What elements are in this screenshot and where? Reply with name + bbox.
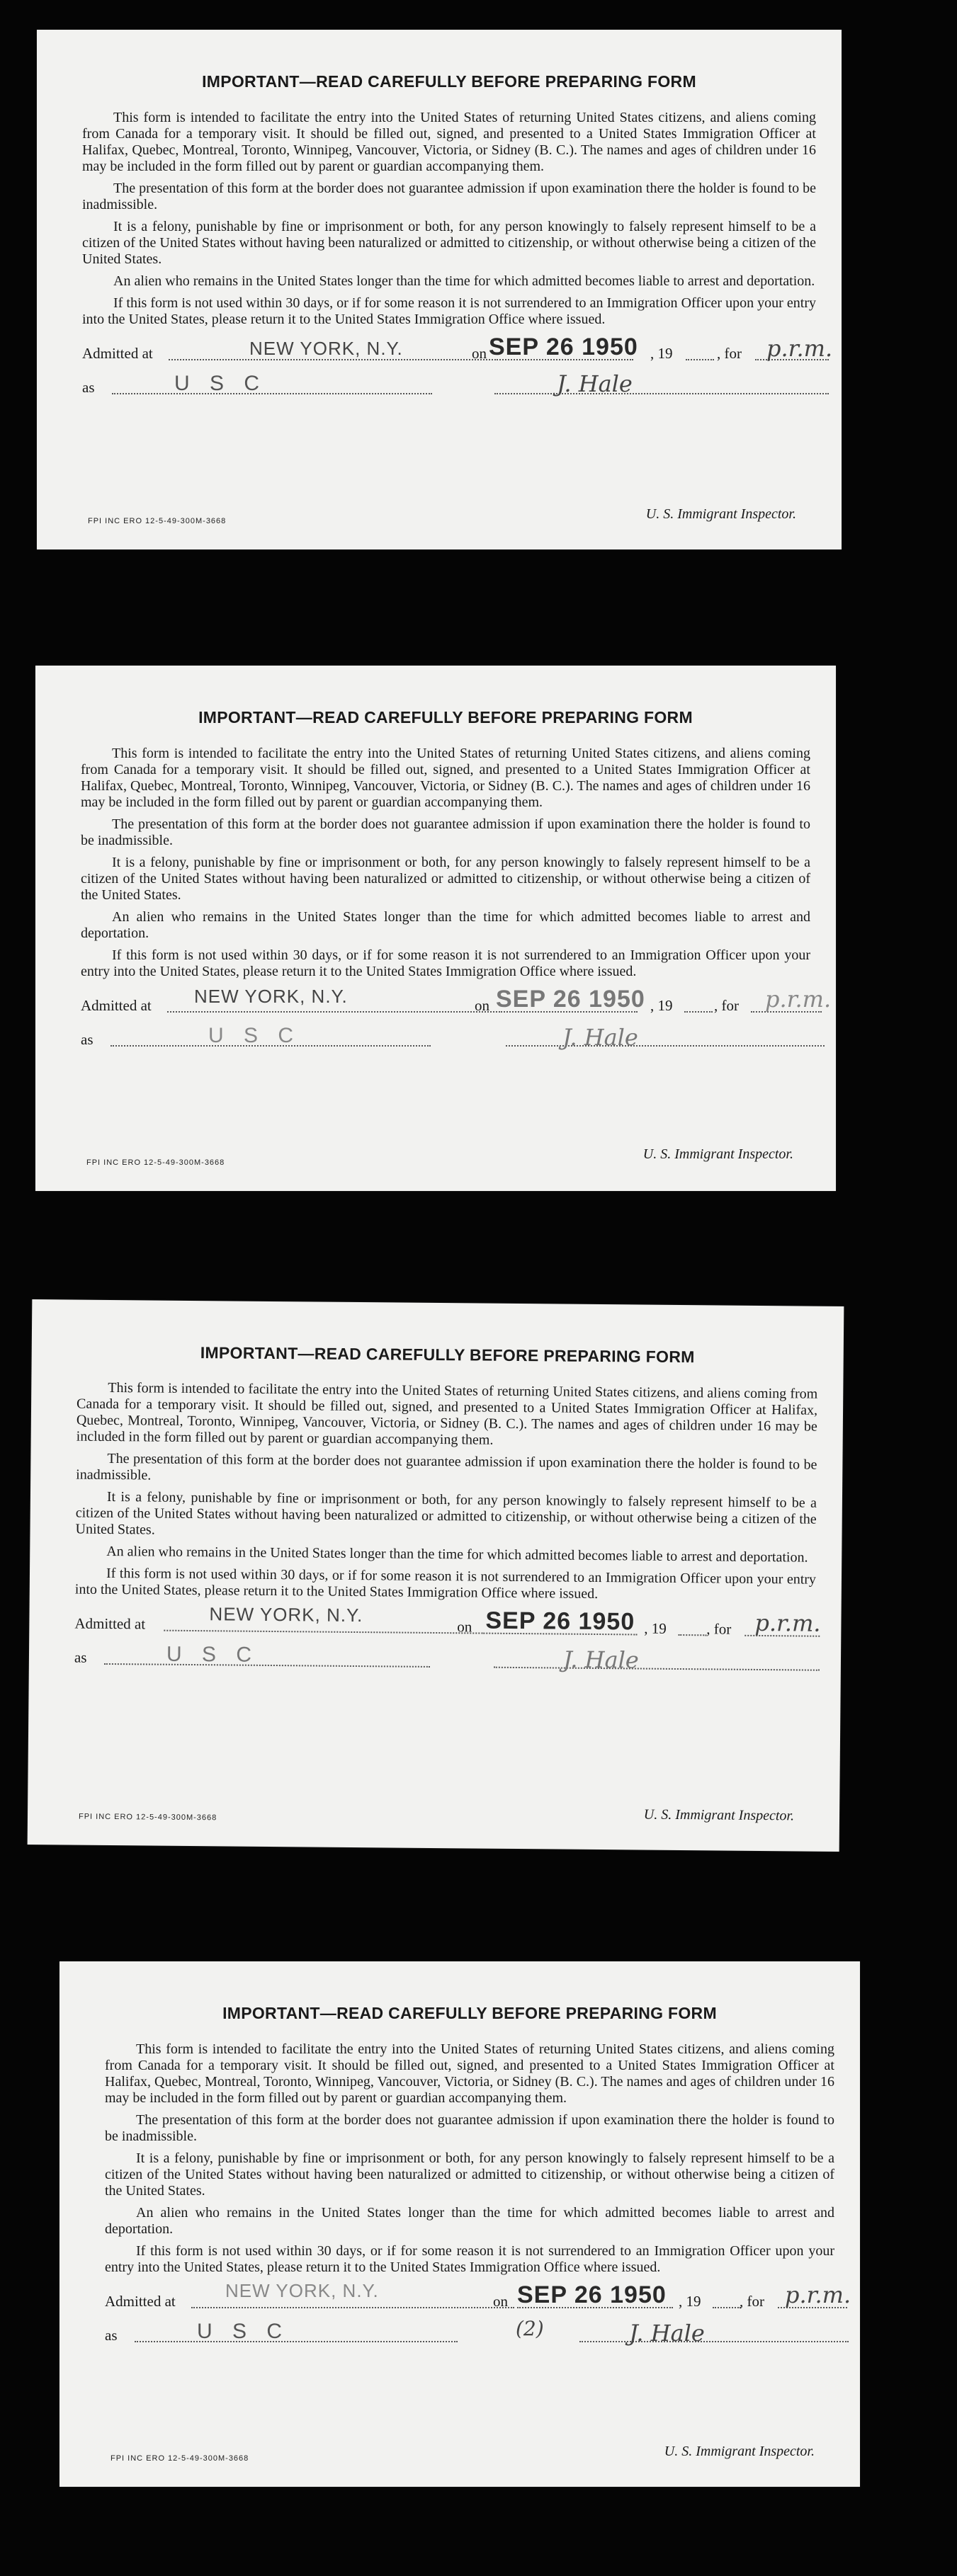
place-stamp: NEW YORK, N.Y.: [225, 2280, 379, 2301]
paragraph-felony: It is a felony, punishable by fine or imprisonment or both, for any person knowingly to falsely represent himself to be a citizen of the United States without having been naturalized or admitted to citizenship, or without otherwise being a citizen of the United States.: [82, 219, 816, 267]
paragraph-deportation: An alien who remains in the United States longer than the time for which admitted becomes liable to arrest and deportation.: [113, 273, 815, 289]
on-label: on: [493, 2293, 508, 2310]
inspector-title: U. S. Immigrant Inspector.: [642, 1146, 793, 1162]
paragraph-felony: It is a felony, punishable by fine or imprisonment or both, for any person knowingly to falsely represent himself to be a citizen of the United States without having been naturalized or admitted to citizenship, or without otherwise being a citizen of the United States.: [81, 855, 810, 903]
admitted-row: [81, 986, 832, 1017]
admitted-label: Admitted at: [105, 2293, 176, 2310]
place-stamp: NEW YORK, N.Y.: [249, 338, 403, 359]
paragraph-deportation: An alien who remains in the United States longer than the time for which admitted becomes liable to arrest and deportation.: [81, 909, 810, 941]
form-title: IMPORTANT—READ CAREFULLY BEFORE PREPARING FORM: [222, 2004, 717, 2022]
for-label: , for: [740, 2293, 764, 2310]
as-label: as: [82, 379, 95, 396]
place-stamp: NEW YORK, N.Y.: [209, 1603, 363, 1626]
on-label: on: [472, 345, 487, 362]
admitted-label: Admitted at: [82, 345, 153, 362]
for-label: , for: [706, 1620, 732, 1638]
form-title: IMPORTANT—READ CAREFULLY BEFORE PREPARING FORM: [200, 1343, 695, 1367]
admitted-label: Admitted at: [74, 1614, 146, 1633]
paragraph-purpose: This form is intended to facilitate the entry into the United States of returning United States citizens, and aliens coming from Canada for a temporary visit. It should be filled out, signed, and presented to a United States Immigration Officer at Halifax, Quebec, Montreal, Toronto, Winnipeg, Vancouver, Victoria, or Sidney (B. C.). The names and ages of children under 16 may be included in the form filled out by parent or guardian accompanying them.: [76, 1379, 818, 1448]
paragraph-purpose: This form is intended to facilitate the entry into the United States of returning United States citizens, and aliens coming from Canada for a temporary visit. It should be filled out, signed, and presented to a United States Immigration Officer at Halifax, Quebec, Montreal, Toronto, Winnipeg, Vancouver, Victoria, or Sidney (B. C.). The names and ages of children under 16 may be included in the form filled out by parent or guardian accompanying them.: [81, 746, 810, 810]
status-handwritten: U S C: [197, 2320, 290, 2343]
for-label: , for: [717, 345, 742, 362]
date-stamp: SEP 26 1950: [517, 2281, 667, 2308]
inspector-signature: J. Hale: [557, 370, 633, 397]
duration-handwritten: p.r.m.: [785, 2281, 851, 2308]
duration-handwritten: p.r.m.: [765, 986, 832, 1013]
as-row: [74, 1642, 815, 1675]
as-label: as: [105, 2327, 118, 2344]
paragraph-admission: The presentation of this form at the border does not guarantee admission if upon examination there the holder is found to be inadmissible.: [81, 816, 810, 848]
inspector-title: U. S. Immigrant Inspector.: [643, 1806, 795, 1824]
form-title: IMPORTANT—READ CAREFULLY BEFORE PREPARING FORM: [202, 72, 696, 91]
paragraph-admission: The presentation of this form at the border does not guarantee admission if upon examination there the holder is found to be inadmissible.: [76, 1450, 817, 1483]
form-card: [37, 30, 842, 549]
paragraph-admission: The presentation of this form at the border does not guarantee admission if upon examination there the holder is found to be inadmissible.: [105, 2112, 834, 2144]
paragraph-felony: It is a felony, punishable by fine or imprisonment or both, for any person knowingly to falsely represent himself to be a citizen of the United States without having been naturalized or admitted to citizenship, or without otherwise being a citizen of the United States.: [105, 2150, 834, 2199]
paragraph-return: If this form is not used within 30 days, or if for some reason it is not surrendered to an Immigration Officer upon your entry into the United States, please return it to the United States Immigration Office where issued.: [74, 1565, 817, 1602]
year-label: , 19: [650, 345, 673, 362]
year-label: , 19: [679, 2293, 701, 2310]
as-row: [82, 372, 816, 399]
extra-mark: (2): [516, 2317, 544, 2340]
as-row: [105, 2317, 834, 2347]
form-card: [60, 1961, 860, 2487]
as-label: as: [81, 1031, 94, 1048]
inspector-title: U. S. Immigrant Inspector.: [664, 2444, 815, 2459]
inspector-signature: J. Hale: [629, 2320, 705, 2347]
duration-handwritten: p.r.m.: [766, 335, 833, 362]
admitted-row: [105, 2280, 851, 2313]
paragraph-purpose: This form is intended to facilitate the entry into the United States of returning United States citizens, and aliens coming from Canada for a temporary visit. It should be filled out, signed, and presented to a United States Immigration Officer at Halifax, Quebec, Montreal, Toronto, Winnipeg, Vancouver, Victoria, or Sidney (B. C.). The names and ages of children under 16 may be included in the form filled out by parent or guardian accompanying them.: [82, 110, 816, 174]
admitted-row: [74, 1603, 821, 1641]
inspector-title: U. S. Immigrant Inspector.: [645, 506, 796, 522]
on-label: on: [475, 997, 489, 1014]
on-label: on: [457, 1618, 472, 1636]
printer-code: FPI INC ERO 12-5-49-300M-3668: [78, 1812, 217, 1823]
year-label: , 19: [644, 1619, 667, 1637]
paragraph-return: If this form is not used within 30 days, or if for some reason it is not surrendered to an Immigration Officer upon your entry into the United States, please return it to the United States Immigration Office where issued.: [105, 2243, 834, 2275]
form-card: [35, 666, 836, 1191]
inspector-signature: J. Hale: [562, 1646, 639, 1674]
inspector-signature: J. Hale: [562, 1024, 638, 1051]
place-stamp: NEW YORK, N.Y.: [194, 986, 348, 1007]
date-stamp: SEP 26 1950: [489, 334, 638, 360]
as-row: [81, 1024, 810, 1051]
for-label: , for: [714, 997, 739, 1014]
duration-handwritten: p.r.m.: [754, 1609, 821, 1637]
date-stamp: SEP 26 1950: [496, 986, 645, 1013]
date-stamp: SEP 26 1950: [485, 1607, 635, 1636]
paragraph-return: If this form is not used within 30 days, or if for some reason it is not surrendered to an Immigration Officer upon your entry into the United States, please return it to the United States Immigration Office where issued.: [81, 947, 810, 979]
form-title: IMPORTANT—READ CAREFULLY BEFORE PREPARING FORM: [198, 708, 693, 726]
printer-code: FPI INC ERO 12-5-49-300M-3668: [111, 2454, 249, 2463]
form-card: [28, 1299, 844, 1852]
status-handwritten: U S C: [208, 1024, 301, 1047]
printer-code: FPI INC ERO 12-5-49-300M-3668: [86, 1158, 225, 1167]
paragraph-deportation: An alien who remains in the United States longer than the time for which admitted becomes liable to arrest and deportation.: [105, 2205, 834, 2237]
printer-code: FPI INC ERO 12-5-49-300M-3668: [88, 517, 227, 525]
as-label: as: [74, 1648, 87, 1666]
paragraph-purpose: This form is intended to facilitate the entry into the United States of returning United States citizens, and aliens coming from Canada for a temporary visit. It should be filled out, signed, and presented to a United States Immigration Officer at Halifax, Quebec, Montreal, Toronto, Winnipeg, Vancouver, Victoria, or Sidney (B. C.). The names and ages of children under 16 may be included in the form filled out by parent or guardian accompanying them.: [105, 2041, 834, 2106]
status-handwritten: U S C: [166, 1642, 259, 1667]
status-handwritten: U S C: [174, 372, 267, 395]
paragraph-felony: It is a felony, punishable by fine or imprisonment or both, for any person knowingly to falsely represent himself to be a citizen of the United States without having been naturalized or admitted to citizenship, or without otherwise being a citizen of the United States.: [75, 1488, 817, 1538]
paragraph-admission: The presentation of this form at the border does not guarantee admission if upon examination there the holder is found to be inadmissible.: [82, 181, 816, 212]
paragraph-return: If this form is not used within 30 days, or if for some reason it is not surrendered to an Immigration Officer upon your entry into the United States, please return it to the United States Immigration Office where issued.: [82, 295, 816, 327]
year-label: , 19: [650, 997, 673, 1014]
admitted-label: Admitted at: [81, 997, 152, 1014]
admitted-row: [82, 334, 833, 365]
paragraph-deportation: An alien who remains in the United States longer than the time for which admitted becomes liable to arrest and deportation.: [106, 1543, 808, 1566]
